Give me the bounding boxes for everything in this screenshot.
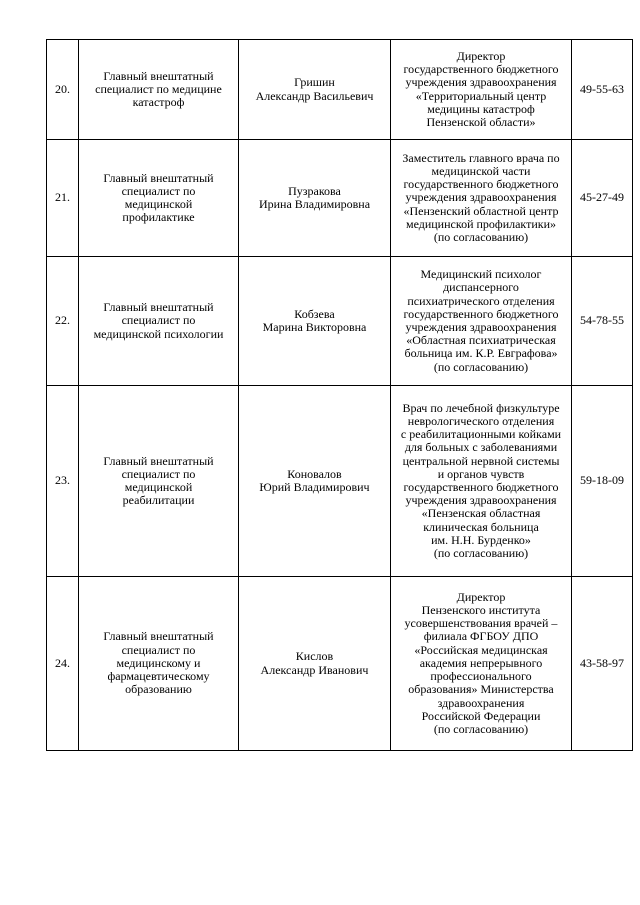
row-number: 21.	[47, 140, 79, 257]
phone-cell: 45-27-49	[572, 140, 633, 257]
person-name-cell: Пузракова Ирина Владимировна	[239, 140, 391, 257]
phone-cell: 54-78-55	[572, 257, 633, 386]
position-cell: Заместитель главного врача по медицинской части государственного бюджетного учреждения здравоохранения «Пензенский областной центр медицинской профилактики» (по согласованию)	[391, 140, 572, 257]
table-row	[47, 577, 633, 751]
position-cell: Директор государственного бюджетного учреждения здравоохранения «Территориальный центр медицины катастроф Пензенской области»	[391, 40, 572, 140]
specialists-table	[46, 39, 633, 751]
phone-cell: 43-58-97	[572, 577, 633, 751]
phone-cell: 59-18-09	[572, 386, 633, 577]
specialty-cell: Главный внештатный специалист по медицинской психологии	[79, 257, 239, 386]
specialty-cell: Главный внештатный специалист по медицинской реабилитации	[79, 386, 239, 577]
row-number: 24.	[47, 577, 79, 751]
person-name-cell: Кислов Александр Иванович	[239, 577, 391, 751]
specialty-cell: Главный внештатный специалист по медицине катастроф	[79, 40, 239, 140]
phone-cell: 49-55-63	[572, 40, 633, 140]
specialty-cell: Главный внештатный специалист по медицинскому и фармацевтическому образованию	[79, 577, 239, 751]
table-row	[47, 40, 633, 140]
position-cell: Врач по лечебной физкультуре неврологического отделения с реабилитационными койками для больных с заболеваниями центральной нервной системы и органов чувств государственного бюджетного учреждения здравоохранения «Пензенская областная клиническая больница им. Н.Н. Бурденко» (по согласованию)	[391, 386, 572, 577]
position-cell: Директор Пензенского института усовершенствования врачей – филиала ФГБОУ ДПО «Российская медицинская академия непрерывного профессионального образования» Министерства здравоохранения Российской Федерации (по согласованию)	[391, 577, 572, 751]
row-number: 20.	[47, 40, 79, 140]
row-number: 23.	[47, 386, 79, 577]
table-row	[47, 386, 633, 577]
table-row	[47, 257, 633, 386]
person-name-cell: Гришин Александр Васильевич	[239, 40, 391, 140]
row-number: 22.	[47, 257, 79, 386]
specialty-cell: Главный внештатный специалист по медицинской профилактике	[79, 140, 239, 257]
table-row	[47, 140, 633, 257]
person-name-cell: Кобзева Марина Викторовна	[239, 257, 391, 386]
position-cell: Медицинский психолог диспансерного психиатрического отделения государственного бюджетного учреждения здравоохранения «Областная психиатрическая больница им. К.Р. Евграфова» (по согласованию)	[391, 257, 572, 386]
person-name-cell: Коновалов Юрий Владимирович	[239, 386, 391, 577]
